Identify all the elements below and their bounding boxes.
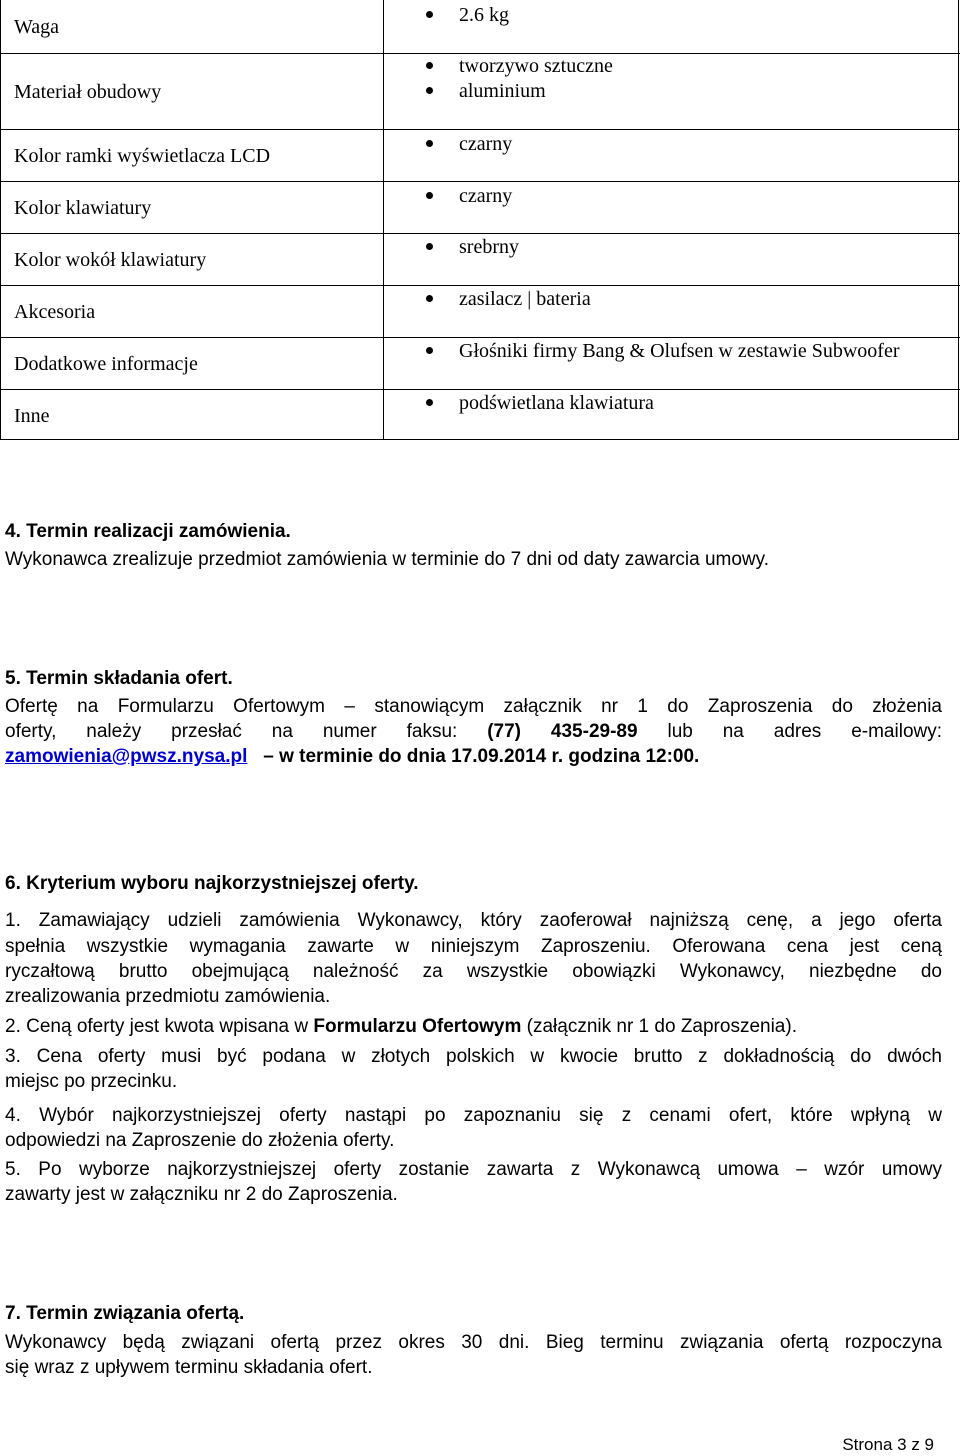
spec-label-additional-info: Dodatkowe informacje: [14, 353, 198, 375]
section-4-heading: 4. Termin realizacji zamówienia.: [5, 521, 291, 542]
section-5-line-3: [5, 745, 699, 769]
section-5-line-1: Ofertę na Formularzu Ofertowym – stanowiącym załącznik nr 1 do Zaproszenia do złożenia: [5, 696, 942, 717]
spec-value-lcd-frame-color: czarny: [459, 133, 513, 155]
bullet-icon: [426, 87, 433, 94]
spec-value-weight: 2.6 kg: [459, 4, 509, 26]
section-4-text: Wykonawca zrealizuje przedmiot zamówienia w terminie do 7 dni od daty zawarcia umowy.: [5, 549, 770, 570]
section-6-p3-line-1: 3. Cena oferty musi być podana w złotych polskich w kwocie brutto z dokładnością do dwóch: [5, 1046, 942, 1067]
spec-label-case-material: Materiał obudowy: [14, 81, 162, 103]
section-6-p1-line-2: spełnia wszystkie wymagania zawarte w niniejszym Zaproszeniu. Oferowana cena jest ceną: [5, 936, 942, 957]
section-6-p5-line-1: 5. Po wyborze najkorzystniejszej oferty zostanie zawarta z Wykonawcą umowa – wzór umowy: [5, 1159, 942, 1180]
bullet-icon: [426, 243, 433, 250]
table-row-divider: [1, 181, 960, 182]
table-row-divider: [1, 389, 960, 390]
spec-label-keyboard-color: Kolor klawiatury: [14, 197, 152, 219]
spec-label-lcd-frame-color: Kolor ramki wyświetlacza LCD: [14, 145, 271, 167]
bullet-icon: [426, 140, 433, 147]
bullet-icon: [426, 399, 433, 406]
section-6-p4-line-1: 4. Wybór najkorzystniejszej oferty nastąpi po zapoznaniu się z cenami ofert, które wpłyną w: [5, 1105, 942, 1126]
section-6-p2-a: 2. Ceną oferty jest kwota wpisana w: [5, 1016, 314, 1037]
section-6-p1-line-4: zrealizowania przedmiotu zamówienia.: [5, 986, 331, 1007]
section-7-line-1: Wykonawcy będą związani ofertą przez okres 30 dni. Bieg terminu związania ofertą rozpoczyna: [5, 1332, 942, 1353]
spec-label-other: Inne: [14, 405, 50, 427]
spec-value-other: podświetlana klawiatura: [459, 392, 654, 414]
spec-value-accessories: zasilacz | bateria: [459, 288, 591, 310]
table-row-divider: [1, 129, 960, 130]
section-5-line-2: [5, 720, 942, 744]
form-name: Formularzu Ofertowym: [313, 1016, 522, 1037]
table-row-divider: [1, 285, 960, 286]
spec-value-material-2: aluminium: [459, 80, 546, 102]
bullet-icon: [426, 11, 433, 18]
section-6-p1-line-3: ryczałtową brutto obejmującą należność za wszystkie obowiązki Wykonawcy, niezbędne do: [5, 961, 942, 982]
section-6-p5-line-2: zawarty jest w załączniku nr 2 do Zaproszenia.: [5, 1184, 398, 1205]
section-6-p4-line-2: odpowiedzi na Zaproszenie do złożenia oferty.: [5, 1130, 395, 1151]
spec-label-keyboard-surround-color: Kolor wokół klawiatury: [14, 249, 207, 271]
section-5-line-2-a: oferty, należy przesłać na numer faksu:: [5, 721, 458, 742]
bullet-icon: [426, 192, 433, 199]
section-6-p2-b: (załącznik nr 1 do Zaproszenia).: [521, 1016, 797, 1037]
fax-number: (77) 435-29-89: [487, 721, 638, 742]
table-row-divider: [1, 233, 960, 234]
bullet-icon: [426, 347, 433, 354]
section-6-p1-line-1: 1. Zamawiający udzieli zamówienia Wykonawcy, który zaoferował najniższą cenę, a jego oferta: [5, 910, 942, 931]
bullet-icon: [426, 295, 433, 302]
spec-value-additional-info: Głośniki firmy Bang & Olufsen w zestawie Subwoofer: [459, 340, 900, 362]
table-row-divider: [1, 337, 960, 338]
section-5-heading: 5. Termin składania ofert.: [5, 668, 233, 689]
deadline-text: – w terminie do dnia 17.09.2014 r. godzina 12:00.: [263, 746, 700, 767]
spec-value-keyboard-color: czarny: [459, 185, 513, 207]
section-7-line-2: się wraz z upływem terminu składania ofert.: [5, 1357, 373, 1378]
section-5-line-2-b: lub na adres e-mailowy:: [667, 721, 943, 742]
section-6-p2: [5, 1015, 797, 1039]
email-link[interactable]: zamowienia@pwsz.nysa.pl: [5, 746, 248, 767]
spec-value-material-1: tworzywo sztuczne: [459, 55, 613, 77]
bullet-icon: [426, 62, 433, 69]
spec-table: [0, 0, 959, 440]
spec-value-keyboard-surround-color: srebrny: [459, 236, 519, 258]
page-number: Strona 3 z 9: [842, 1435, 934, 1454]
spec-label-weight: Waga: [14, 16, 60, 38]
table-column-divider: [383, 0, 384, 440]
section-6-heading: 6. Kryterium wyboru najkorzystniejszej oferty.: [5, 873, 419, 894]
spec-label-accessories: Akcesoria: [14, 301, 96, 323]
section-7-heading: 7. Termin związania ofertą.: [5, 1303, 245, 1324]
section-6-p3-line-2: miejsc po przecinku.: [5, 1071, 178, 1092]
